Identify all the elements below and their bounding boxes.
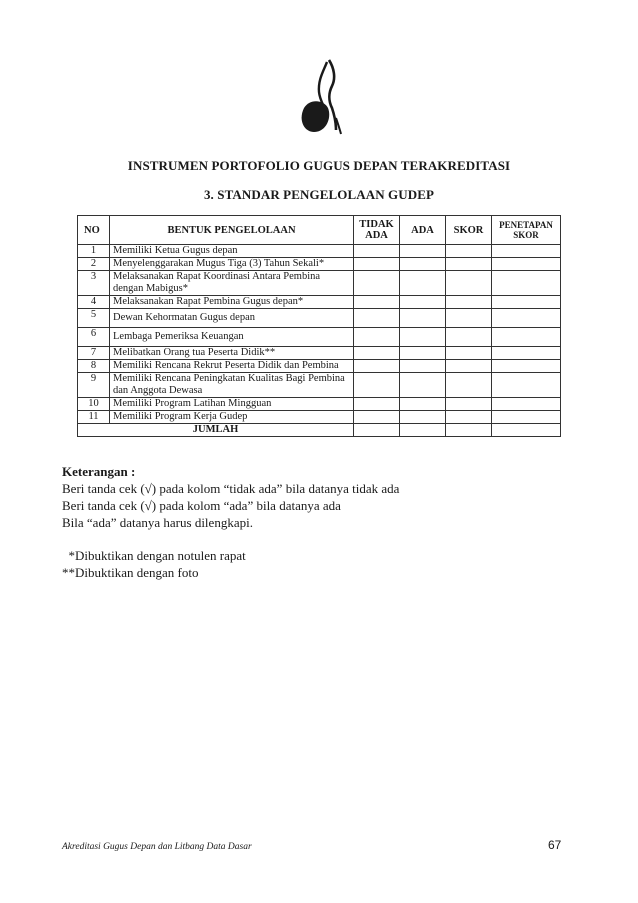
table-row	[78, 411, 561, 424]
cell-penetapan[interactable]	[492, 245, 561, 258]
cell-penetapan[interactable]	[492, 411, 561, 424]
cell-ada[interactable]	[400, 360, 446, 373]
page-number: 67	[548, 838, 562, 852]
total-label: JUMLAH	[78, 424, 354, 437]
footnote: **Dibuktikan dengan foto	[62, 565, 199, 580]
header-ada: ADA	[400, 216, 446, 245]
table-row	[78, 296, 561, 309]
cell-skor[interactable]	[446, 271, 492, 296]
row-number: 1	[78, 245, 110, 258]
cell-ada[interactable]	[400, 245, 446, 258]
total-penetapan[interactable]	[492, 424, 561, 437]
cell-tidak-ada[interactable]	[354, 398, 400, 411]
note-line: Beri tanda cek (√) pada kolom “ada” bila datanya ada	[62, 498, 341, 513]
cell-skor[interactable]	[446, 309, 492, 328]
cell-tidak-ada[interactable]	[354, 258, 400, 271]
cell-ada[interactable]	[400, 398, 446, 411]
row-number: 5	[78, 309, 110, 328]
cell-ada[interactable]	[400, 258, 446, 271]
cell-penetapan[interactable]	[492, 258, 561, 271]
row-number: 8	[78, 360, 110, 373]
cell-tidak-ada[interactable]	[354, 296, 400, 309]
total-skor[interactable]	[446, 424, 492, 437]
row-number: 10	[78, 398, 110, 411]
cell-tidak-ada[interactable]	[354, 309, 400, 328]
row-text: Melibatkan Orang tua Peserta Didik**	[110, 347, 354, 360]
table-row	[78, 328, 561, 347]
cell-penetapan[interactable]	[492, 398, 561, 411]
cell-skor[interactable]	[446, 411, 492, 424]
cell-ada[interactable]	[400, 347, 446, 360]
row-text: Menyelenggarakan Mugus Tiga (3) Tahun Sekali*	[110, 258, 354, 271]
table-row	[78, 271, 561, 296]
cell-skor[interactable]	[446, 296, 492, 309]
cell-tidak-ada[interactable]	[354, 411, 400, 424]
row-text: Dewan Kehormatan Gugus depan	[110, 309, 354, 328]
footer-title: Akreditasi Gugus Depan dan Litbang Data Dasar	[62, 842, 252, 852]
cell-skor[interactable]	[446, 398, 492, 411]
section-title: 3. STANDAR PENGELOLAAN GUDEP	[203, 187, 435, 202]
row-number: 7	[78, 347, 110, 360]
header-bentuk: BENTUK PENGELOLAAN	[110, 216, 354, 245]
notes-heading: Keterangan :	[62, 464, 136, 479]
cell-penetapan[interactable]	[492, 373, 561, 398]
header-skor: SKOR	[446, 216, 492, 245]
cell-ada[interactable]	[400, 411, 446, 424]
assessment-table	[77, 215, 561, 437]
row-number: 3	[78, 271, 110, 296]
table-header-row	[78, 216, 561, 245]
table-row	[78, 245, 561, 258]
row-text: Memiliki Ketua Gugus depan	[110, 245, 354, 258]
table-row	[78, 347, 561, 360]
row-number: 9	[78, 373, 110, 398]
header-no: NO	[78, 216, 110, 245]
cell-tidak-ada[interactable]	[354, 245, 400, 258]
row-number: 11	[78, 411, 110, 424]
cell-skor[interactable]	[446, 258, 492, 271]
row-number: 4	[78, 296, 110, 309]
row-text: Memiliki Program Kerja Gudep	[110, 411, 354, 424]
table-row	[78, 258, 561, 271]
row-text: Melaksanakan Rapat Koordinasi Antara Pembina dengan Mabigus*	[110, 271, 354, 296]
cell-skor[interactable]	[446, 373, 492, 398]
footnote: *Dibuktikan dengan notulen rapat	[62, 548, 246, 563]
cell-tidak-ada[interactable]	[354, 373, 400, 398]
total-row	[78, 424, 561, 437]
cell-tidak-ada[interactable]	[354, 360, 400, 373]
cell-ada[interactable]	[400, 309, 446, 328]
table-row	[78, 373, 561, 398]
notes-section	[62, 463, 399, 581]
cell-tidak-ada[interactable]	[354, 328, 400, 347]
total-tidak-ada[interactable]	[354, 424, 400, 437]
cell-skor[interactable]	[446, 347, 492, 360]
cell-tidak-ada[interactable]	[354, 347, 400, 360]
cell-penetapan[interactable]	[492, 271, 561, 296]
document-title: INSTRUMEN PORTOFOLIO GUGUS DEPAN TERAKREDITASI	[127, 158, 511, 173]
cell-skor[interactable]	[446, 245, 492, 258]
cell-ada[interactable]	[400, 271, 446, 296]
tunas-kelapa-icon	[296, 58, 342, 136]
cell-penetapan[interactable]	[492, 309, 561, 328]
row-text: Memiliki Rencana Rekrut Peserta Didik dan Pembina	[110, 360, 354, 373]
cell-penetapan[interactable]	[492, 296, 561, 309]
cell-penetapan[interactable]	[492, 347, 561, 360]
cell-penetapan[interactable]	[492, 360, 561, 373]
row-text: Memiliki Program Latihan Mingguan	[110, 398, 354, 411]
row-number: 6	[78, 328, 110, 347]
row-text: Lembaga Pemeriksa Keuangan	[110, 328, 354, 347]
cell-skor[interactable]	[446, 360, 492, 373]
header-penetapan-skor: PENETAPAN SKOR	[492, 216, 561, 245]
cell-skor[interactable]	[446, 328, 492, 347]
cell-ada[interactable]	[400, 296, 446, 309]
cell-penetapan[interactable]	[492, 328, 561, 347]
table-row	[78, 309, 561, 328]
table-row	[78, 360, 561, 373]
cell-tidak-ada[interactable]	[354, 271, 400, 296]
row-text: Melaksanakan Rapat Pembina Gugus depan*	[110, 296, 354, 309]
cell-ada[interactable]	[400, 373, 446, 398]
header-tidak-ada: TIDAK ADA	[354, 216, 400, 245]
cell-ada[interactable]	[400, 328, 446, 347]
table-row	[78, 398, 561, 411]
row-number: 2	[78, 258, 110, 271]
note-line: Bila “ada” datanya harus dilengkapi.	[62, 515, 253, 530]
note-line: Beri tanda cek (√) pada kolom “tidak ada” bila datanya tidak ada	[62, 481, 400, 496]
spacer	[62, 531, 399, 547]
row-text: Memiliki Rencana Peningkatan Kualitas Bagi Pembina dan Anggota Dewasa	[110, 373, 354, 398]
total-ada[interactable]	[400, 424, 446, 437]
